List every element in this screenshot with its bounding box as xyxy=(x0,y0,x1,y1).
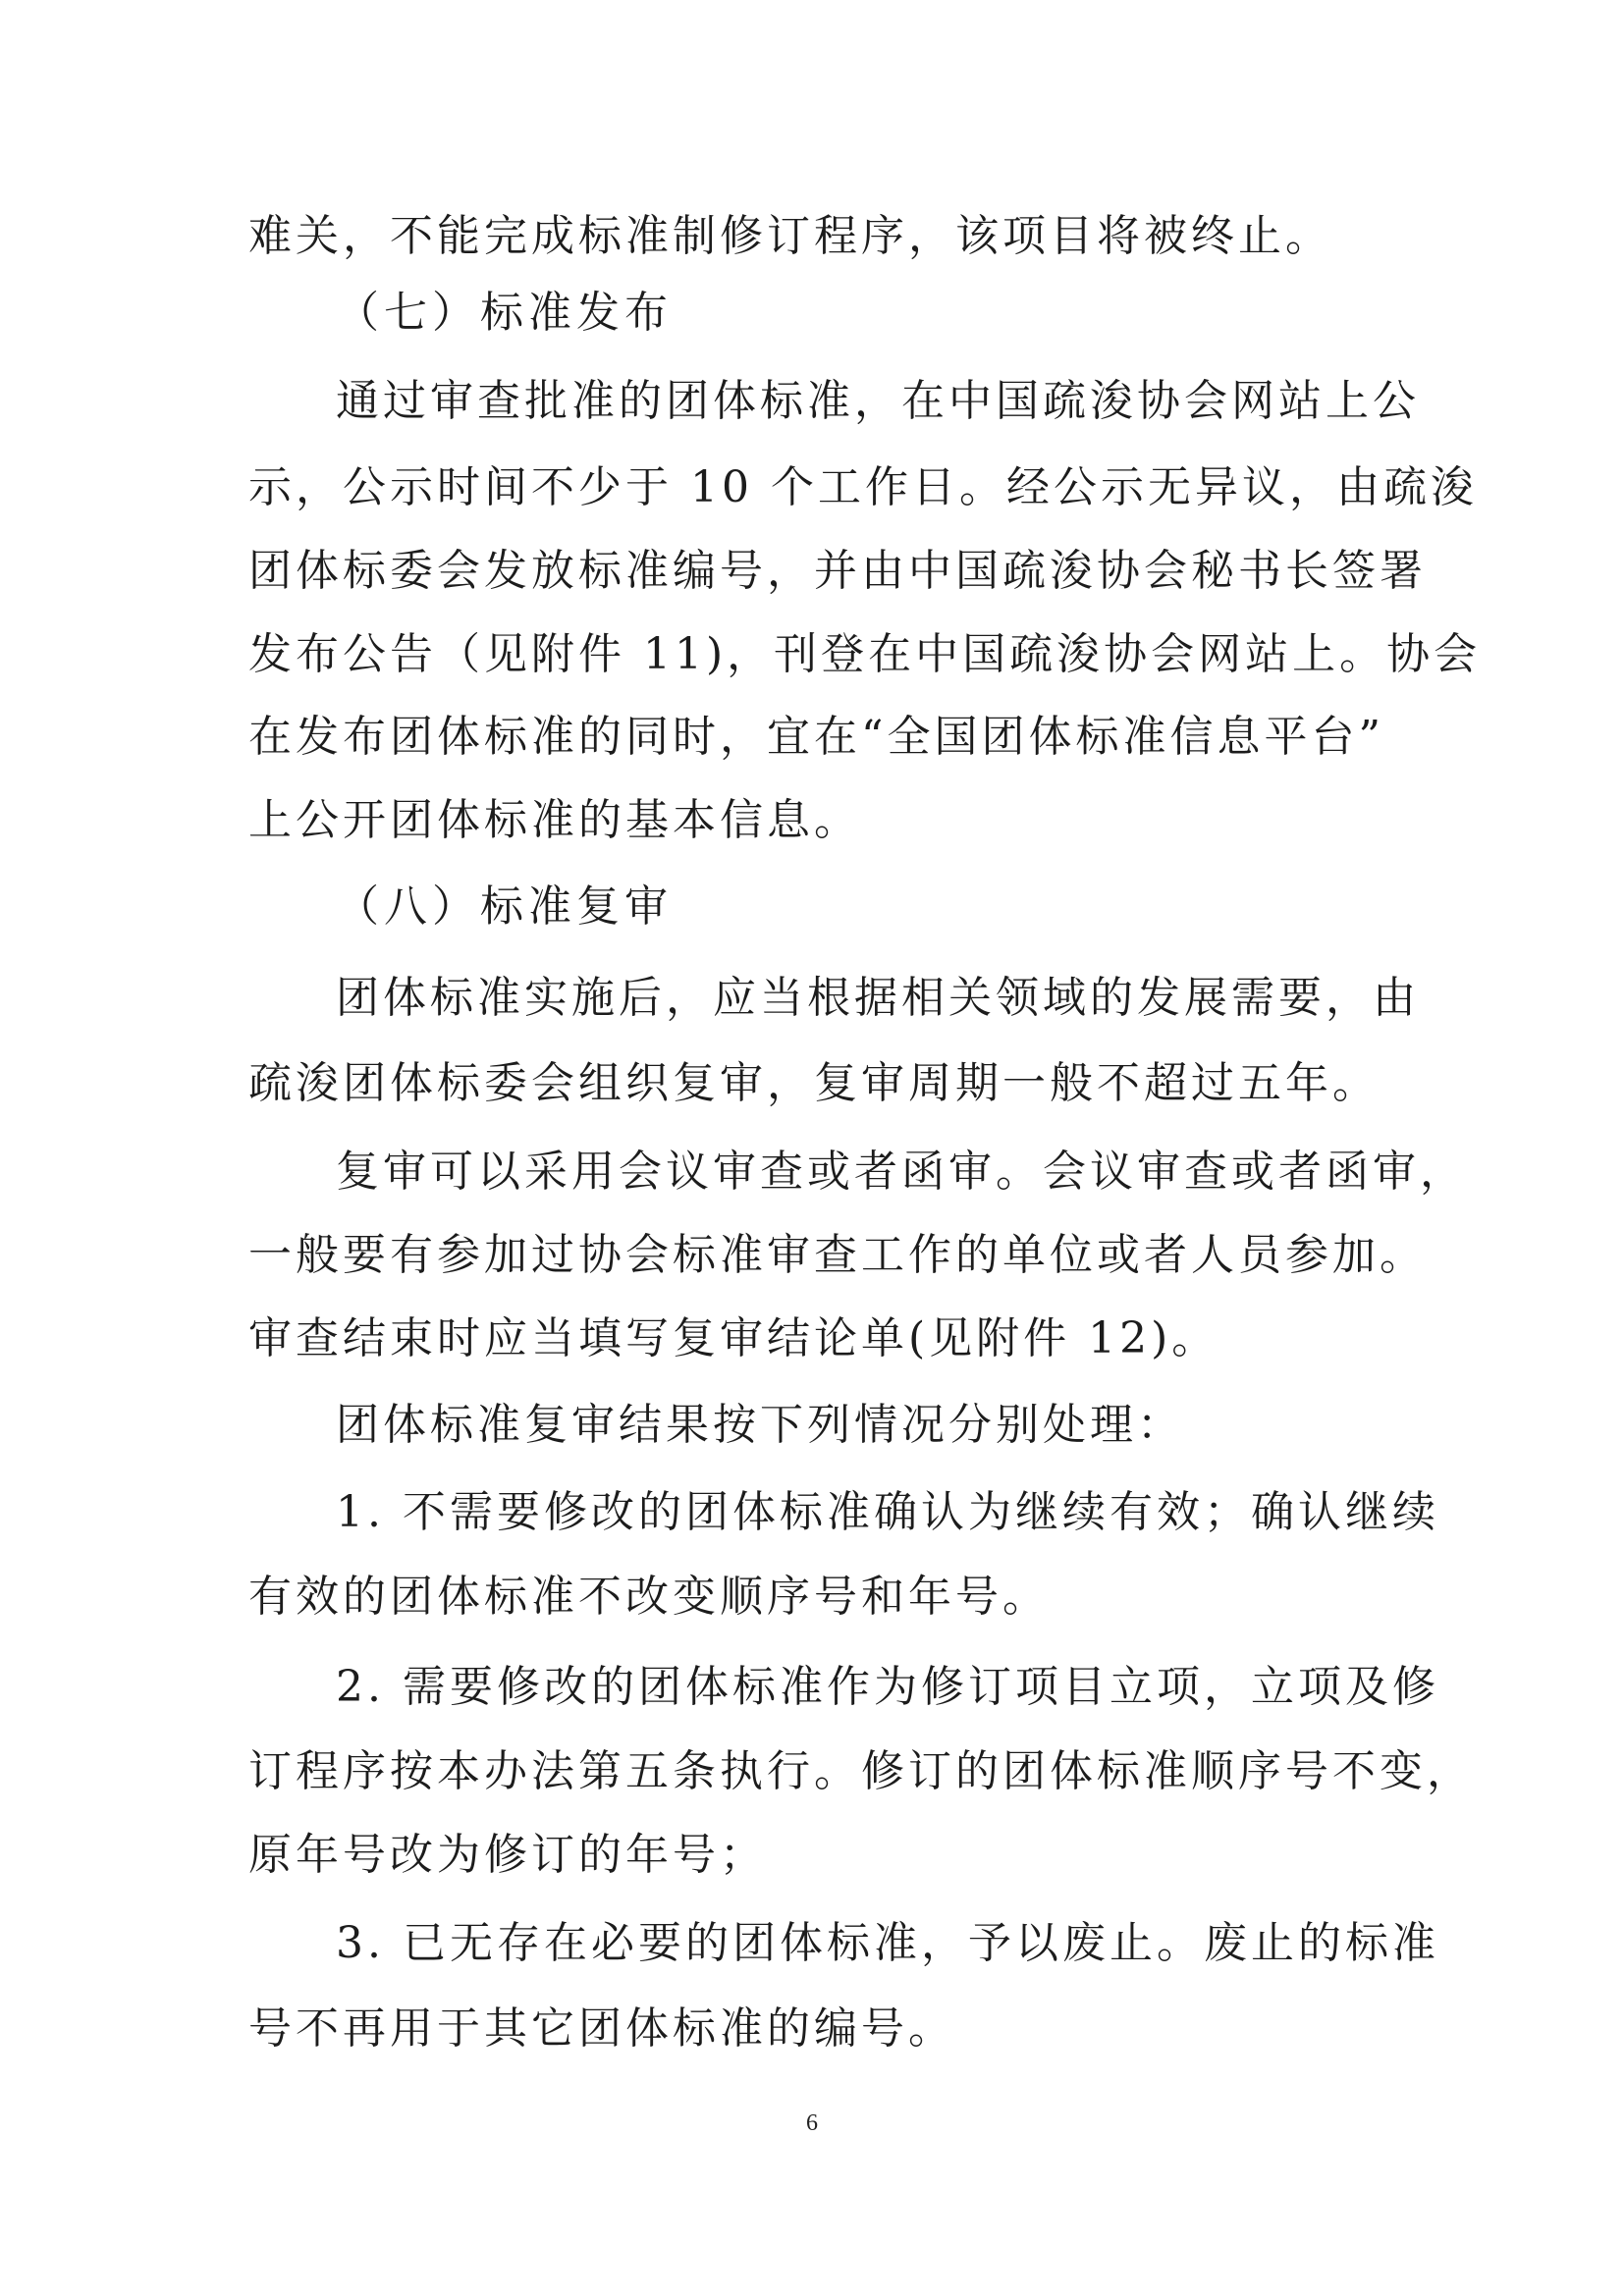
body-line: 上公开团体标准的基本信息。 xyxy=(248,795,861,845)
body-line: 难关，不能完成标准制修订程序，该项目将被终止。 xyxy=(248,211,1332,261)
list-item-line: 2. 需要修改的团体标准作为修订项目立项，立项及修 xyxy=(336,1662,1439,1712)
body-line: 疏浚团体标委会组织复审，复审周期一般不超过五年。 xyxy=(248,1058,1380,1108)
list-item-line: 1. 不需要修改的团体标准确认为继续有效；确认继续 xyxy=(336,1487,1439,1537)
body-line: 发布公告（见附件 11)，刊登在中国疏浚协会网站上。协会 xyxy=(248,629,1482,679)
list-item-line: 3. 已无存在必要的团体标准，予以废止。废止的标准 xyxy=(336,1918,1439,1968)
list-item-line: 有效的团体标准不改变顺序号和年号。 xyxy=(248,1572,1050,1622)
section-heading-review: （八）标准复审 xyxy=(336,881,673,932)
body-line: 通过审查批准的团体标准，在中国疏浚协会网站上公 xyxy=(336,376,1420,426)
body-line: 团体标准复审结果按下列情况分别处理： xyxy=(336,1400,1184,1450)
section-heading-publication: （七）标准发布 xyxy=(336,288,673,338)
page-number: 6 xyxy=(806,2110,818,2136)
list-item-line: 原年号改为修订的年号； xyxy=(248,1830,767,1880)
body-line: 在发布团体标准的同时，宜在“全国团体标准信息平台” xyxy=(248,712,1384,762)
list-item-line: 号不再用于其它团体标准的编号。 xyxy=(248,2003,955,2054)
body-line: 复审可以采用会议审查或者函审。会议审查或者函审， xyxy=(336,1147,1467,1197)
body-line: 团体标准实施后，应当根据相关领域的发展需要，由 xyxy=(336,973,1420,1023)
body-line: 审查结束时应当填写复审结论单(见附件 12)。 xyxy=(248,1313,1219,1363)
list-item-line: 订程序按本办法第五条执行。修订的团体标准顺序号不变， xyxy=(248,1746,1474,1796)
body-line: 一般要有参加过协会标准审查工作的单位或者人员参加。 xyxy=(248,1230,1427,1280)
body-line: 团体标委会发放标准编号，并由中国疏浚协会秘书长签署 xyxy=(248,546,1427,596)
body-line: 示，公示时间不少于 10 个工作日。经公示无异议，由疏浚 xyxy=(248,462,1478,512)
